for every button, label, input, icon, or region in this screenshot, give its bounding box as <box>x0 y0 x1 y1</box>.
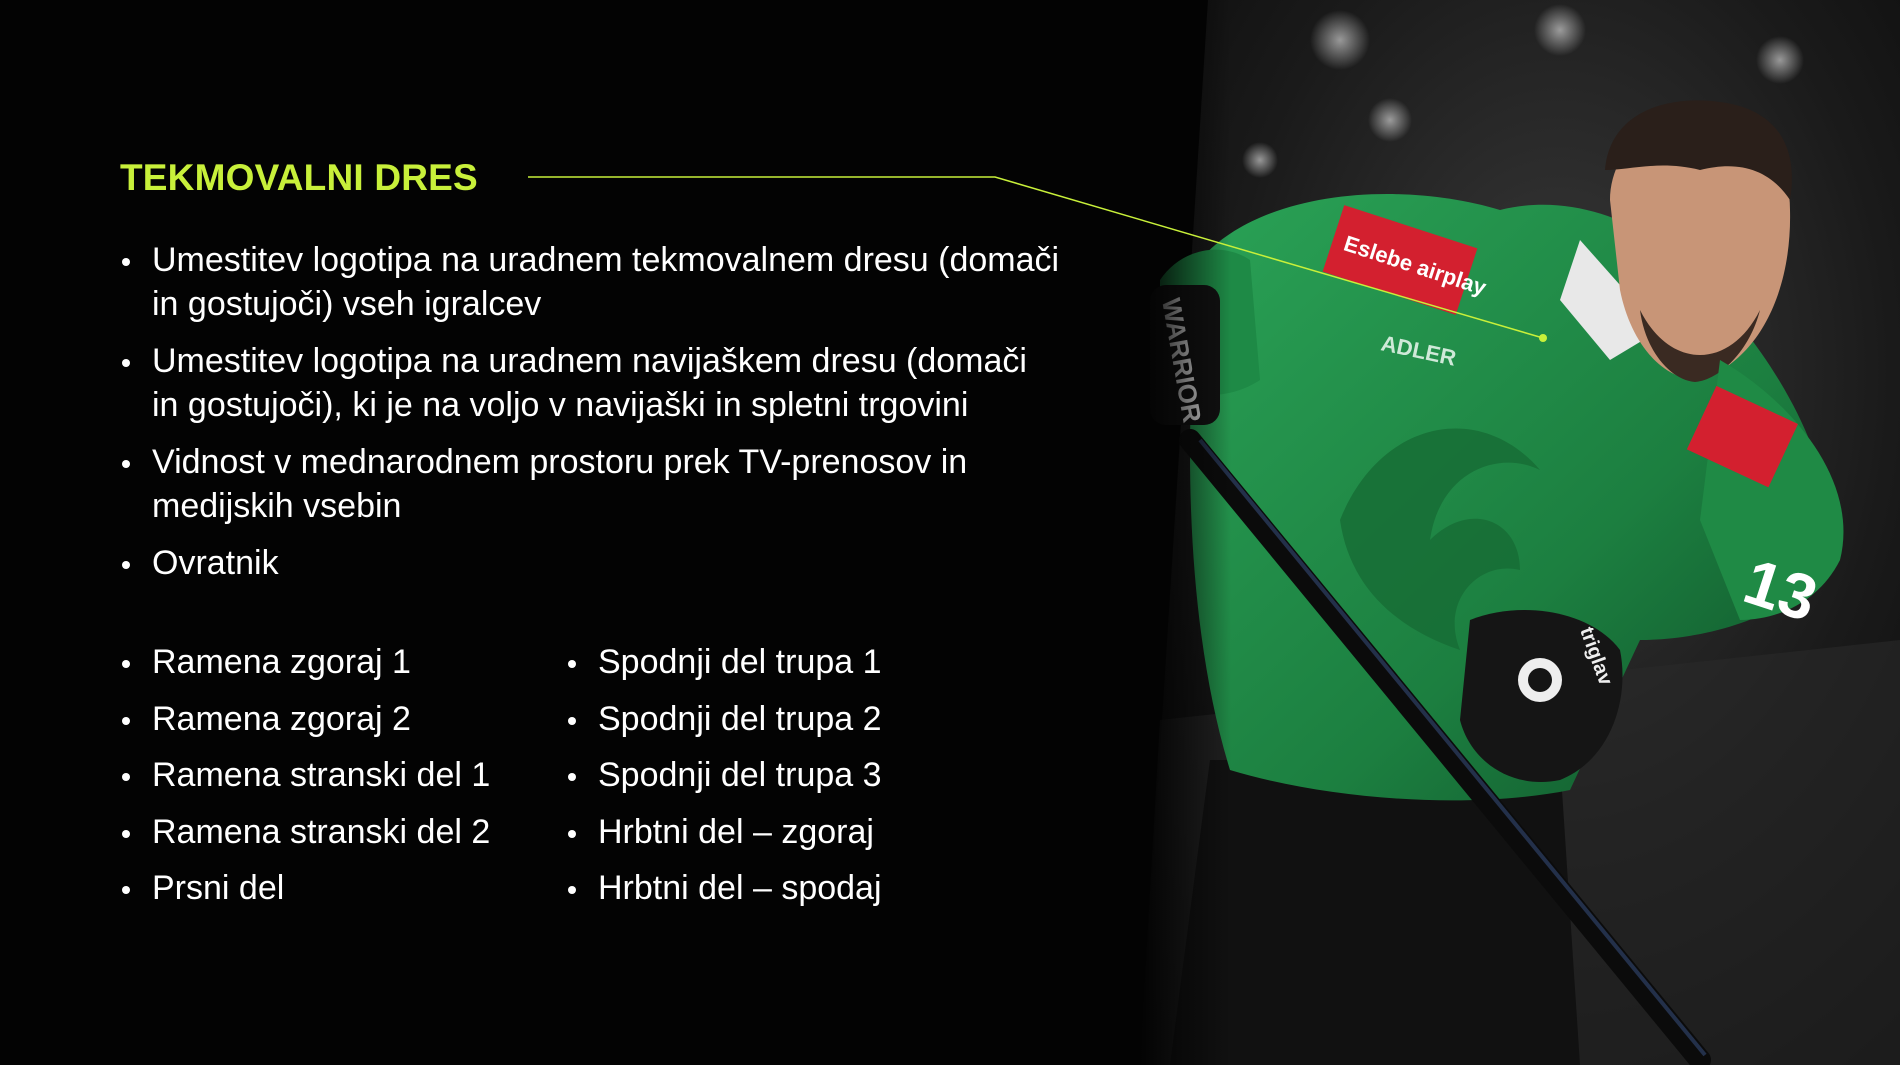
list-item: Umestitev logotipa na uradnem navijaškem dresu (domači in gostujoči), ki je na voljo v navijaški in spletni trgovini <box>120 339 1060 427</box>
positions-list-right <box>566 640 882 923</box>
list-item: Ovratnik <box>120 541 1060 585</box>
section-title: TEKMOVALNI DRES <box>120 157 478 198</box>
list-item: Vidnost v mednarodnem prostoru prek TV-prenosov in medijskih vsebin <box>120 440 1060 528</box>
list-item: Hrbtni del – spodaj <box>566 866 882 910</box>
list-item: Ramena zgoraj 1 <box>120 640 490 684</box>
list-item: Hrbtni del – zgoraj <box>566 810 882 854</box>
list-item: Ramena zgoraj 2 <box>120 697 490 741</box>
hockey-player-photo <box>1140 0 1900 1065</box>
list-item: Spodnji del trupa 1 <box>566 640 882 684</box>
list-item: Prsni del <box>120 866 490 910</box>
list-item: Spodnji del trupa 2 <box>566 697 882 741</box>
list-item: Ramena stranski del 1 <box>120 753 490 797</box>
benefits-list <box>120 238 1060 598</box>
list-item: Umestitev logotipa na uradnem tekmovalnem dresu (domači in gostujoči) vseh igralcev <box>120 238 1060 326</box>
list-item: Spodnji del trupa 3 <box>566 753 882 797</box>
list-item: Ramena stranski del 2 <box>120 810 490 854</box>
positions-list-left <box>120 640 490 923</box>
